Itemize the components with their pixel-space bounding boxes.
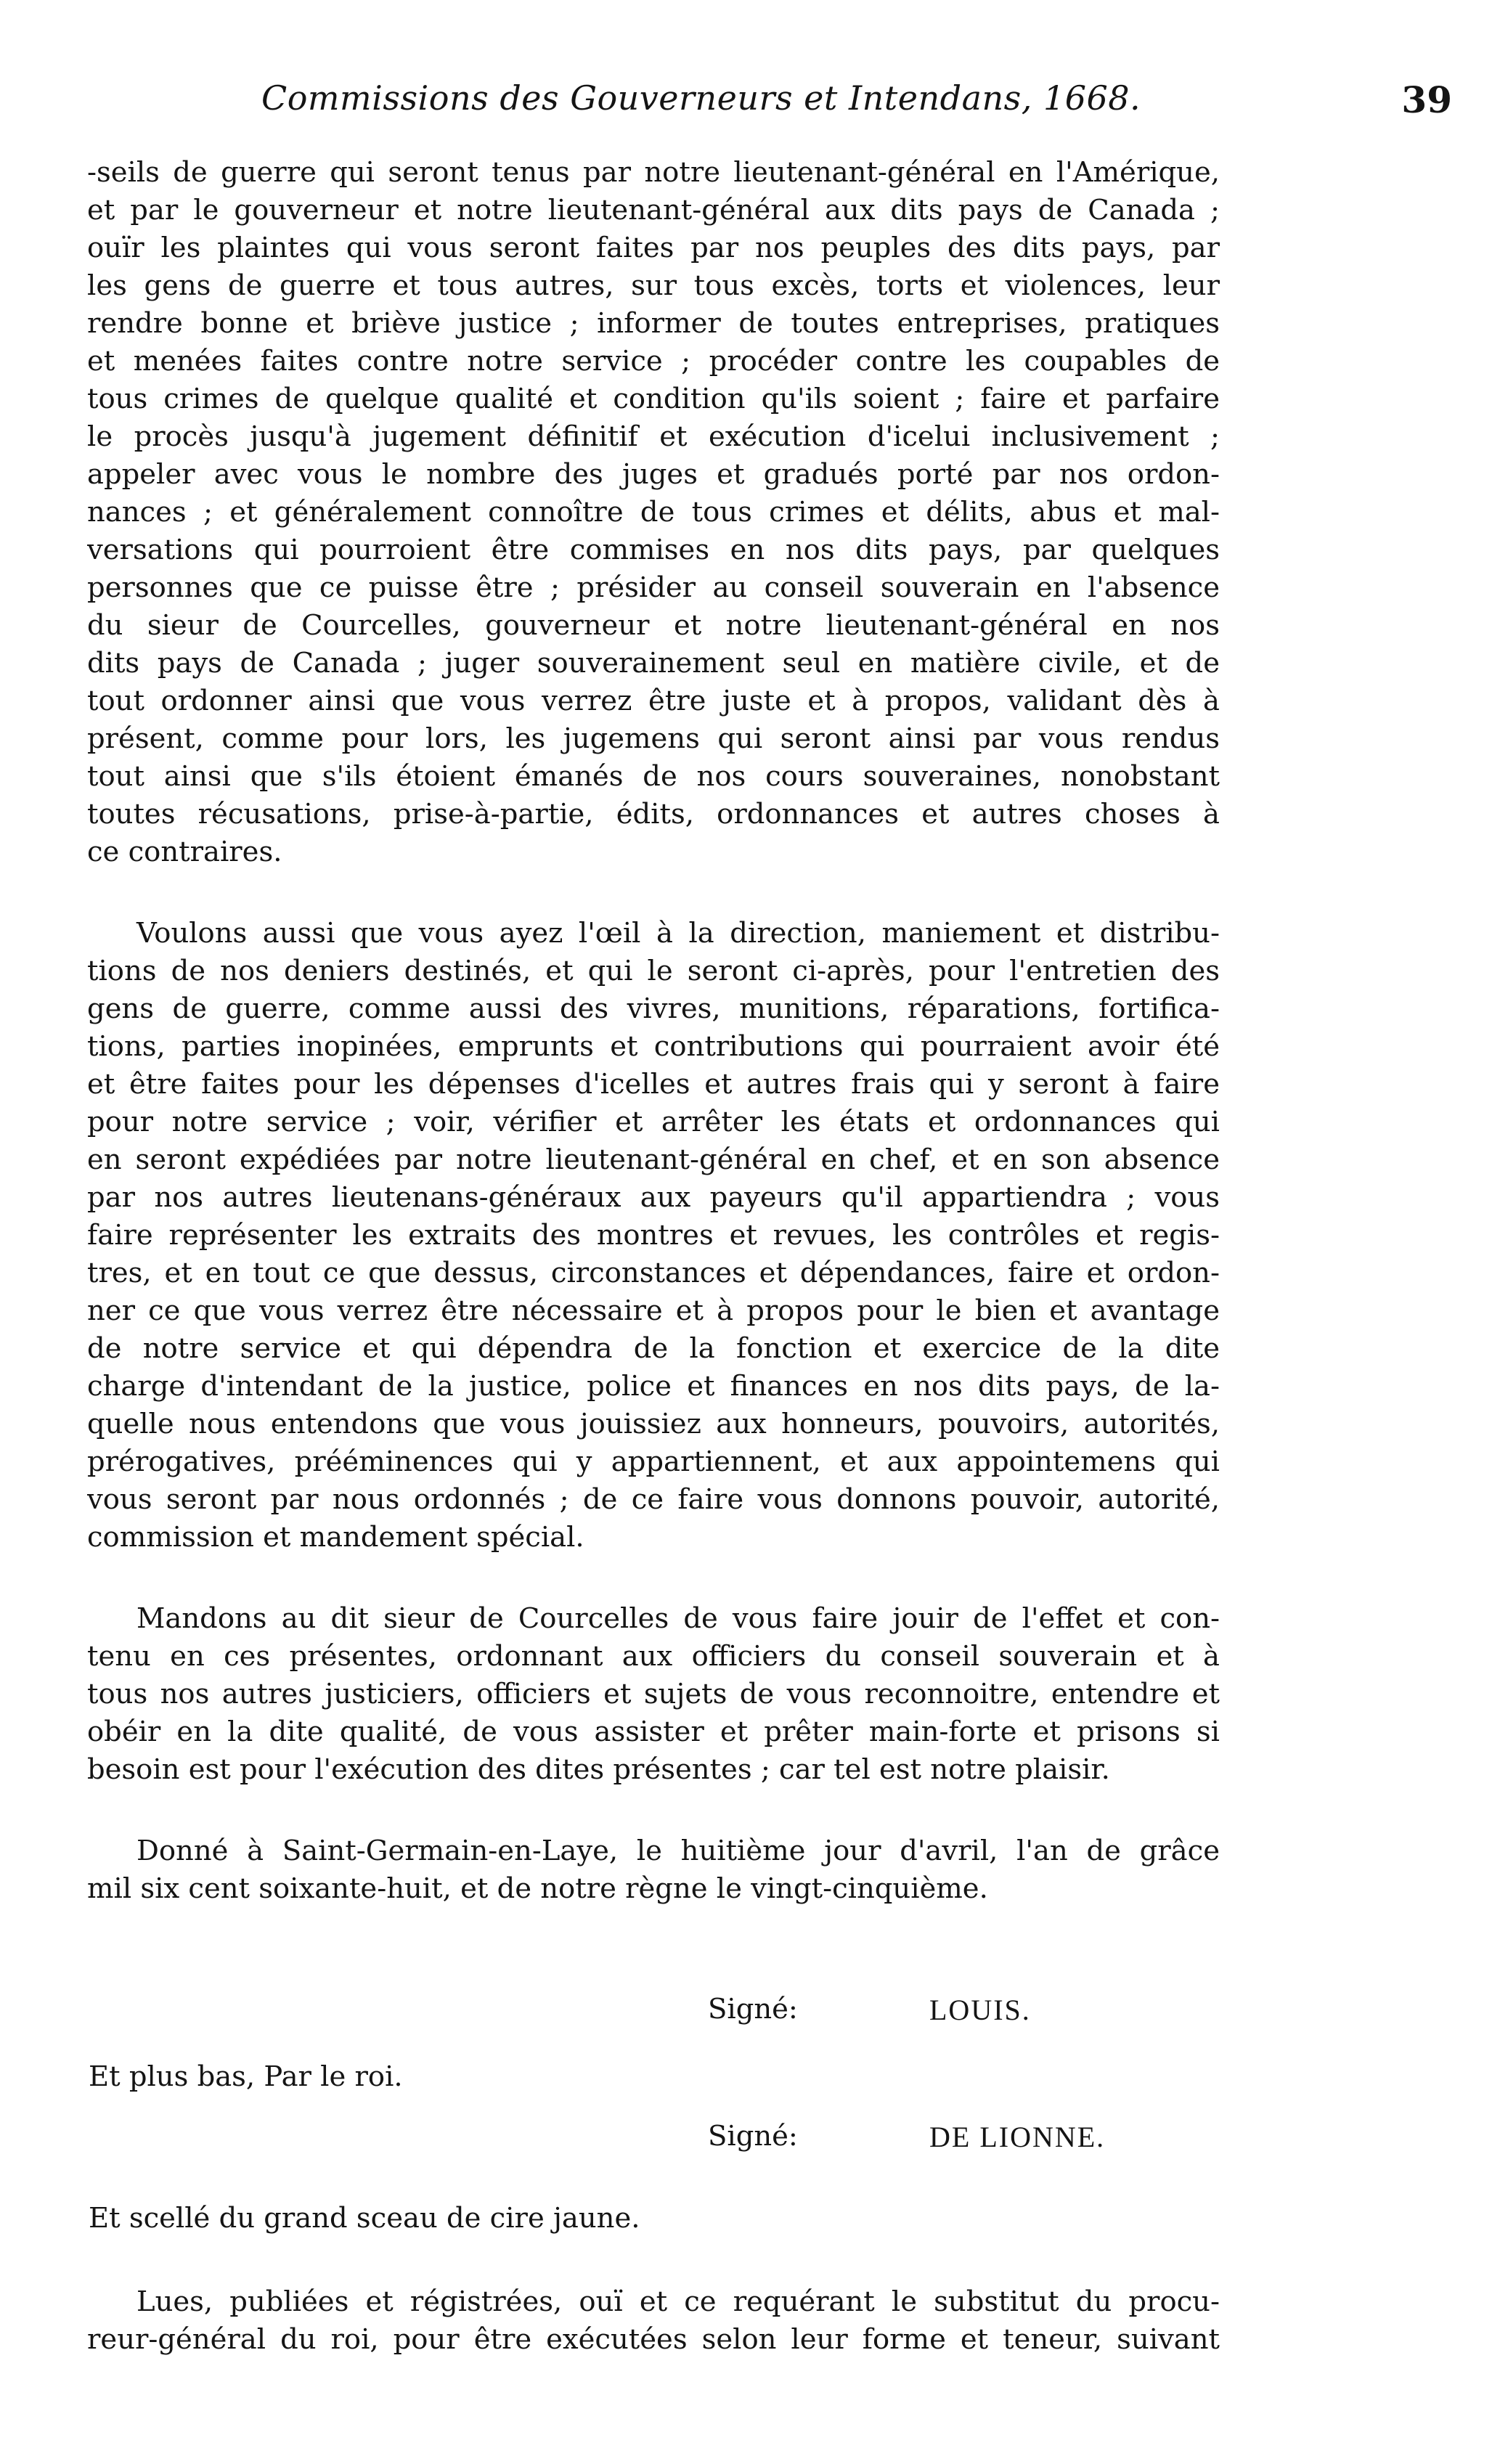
text-line: personnes que ce puisse être ; présider au conseil souverain en l'absence (87, 571, 1220, 604)
page-header (261, 78, 1452, 136)
paragraph-gap (87, 1557, 1220, 1600)
text-line: et menées faites contre notre service ; procéder contre les coupables de (87, 345, 1220, 378)
text-line: faire représenter les extraits des montres et revues, les contrôles et regis- (87, 1219, 1220, 1252)
text-line: ner ce que vous verrez être nécessaire et à propos pour le bien et avantage (87, 1294, 1220, 1327)
seal-line: Et scellé du grand sceau de cire jaune. (89, 2202, 640, 2235)
text-line: -seils de guerre qui seront tenus par notre lieutenant-général en l'Amérique, (87, 156, 1220, 189)
signer-louis: LOUIS. (929, 1994, 1031, 2026)
running-title: Commissions des Gouverneurs et Intendans, 1668. (261, 78, 1141, 118)
text-line: tions, parties inopinées, emprunts et contributions qui pourraient avoir été (87, 1030, 1220, 1063)
text-line: par nos autres lieutenans-généraux aux payeurs qu'il appartiendra ; vous (87, 1181, 1220, 1214)
paragraph-gap (87, 871, 1220, 915)
text-line: du sieur de Courcelles, gouverneur et notre lieutenant-général en nos (87, 609, 1220, 642)
signe-label: Signé: (708, 1993, 798, 2026)
text-line: commission et mandement spécial. (87, 1521, 584, 1554)
text-line: gens de guerre, comme aussi des vivres, munitions, réparations, fortifica- (87, 992, 1220, 1025)
plus-bas-line: Et plus bas, Par le roi. (89, 2060, 403, 2093)
text-line: Mandons au dit sieur de Courcelles de vous faire jouir de l'effet et con- (136, 1602, 1220, 1635)
signer-de-lionne: DE LIONNE. (929, 2121, 1106, 2153)
text-line: quelle nous entendons que vous jouissiez aux honneurs, pouvoirs, autorités, (87, 1408, 1220, 1440)
body-text (87, 154, 1220, 1908)
text-line: versations qui pourroient être commises en nos dits pays, par quelques (87, 534, 1220, 566)
text-line: mil six cent soixante-huit, et de notre règne le vingt-cinquième. (87, 1872, 988, 1905)
text-line: appeler avec vous le nombre des juges et gradués porté par nos ordon- (87, 458, 1220, 491)
paragraph-3 (87, 1600, 1220, 1789)
text-line: Donné à Saint-Germain-en-Laye, le huitième jour d'avril, l'an de grâce (136, 1835, 1220, 1867)
text-line: reur-général du roi, pour être exécutées selon leur forme et teneur, suivant (87, 2323, 1220, 2356)
text-line: présent, comme pour lors, les jugemens qui seront ainsi par vous rendus (87, 722, 1220, 755)
text-line: Lues, publiées et régistrées, ouï et ce requérant le substitut du procu- (136, 2285, 1220, 2318)
paragraph-1 (87, 154, 1220, 871)
paragraph-gap (87, 1789, 1220, 1832)
final-paragraph (87, 2283, 1220, 2359)
text-line: tout ainsi que s'ils étoient émanés de nos cours souveraines, nonobstant (87, 760, 1220, 793)
paragraph-4 (87, 1832, 1220, 1908)
text-line: Voulons aussi que vous ayez l'œil à la direction, maniement et distribu- (136, 917, 1220, 950)
text-line: besoin est pour l'exécution des dites présentes ; car tel est notre plaisir. (87, 1753, 1110, 1786)
text-line: nances ; et généralement connoître de tous crimes et délits, abus et mal- (87, 496, 1220, 529)
text-line: tions de nos deniers destinés, et qui le seront ci-après, pour l'entretien des (87, 955, 1220, 987)
text-line: de notre service et qui dépendra de la fonction et exercice de la dite (87, 1332, 1220, 1365)
text-line: et être faites pour les dépenses d'icelles et autres frais qui y seront à faire (87, 1068, 1220, 1101)
page-number: 39 (1401, 78, 1452, 121)
text-line: le procès jusqu'à jugement définitif et exécution d'icelui inclusivement ; (87, 420, 1220, 453)
text-line: obéir en la dite qualité, de vous assister et prêter main-forte et prisons si (87, 1716, 1220, 1748)
text-line: pour notre service ; voir, vérifier et arrêter les états et ordonnances qui (87, 1106, 1220, 1138)
signe-label: Signé: (708, 2120, 798, 2153)
text-line: charge d'intendant de la justice, police et finances en nos dits pays, de la- (87, 1370, 1220, 1403)
text-line: rendre bonne et briève justice ; informer de toutes entreprises, pratiques (87, 307, 1220, 340)
text-line: prérogatives, prééminences qui y appartiennent, et aux appointemens qui (87, 1445, 1220, 1478)
text-line: tous crimes de quelque qualité et condition qu'ils soient ; faire et parfaire (87, 383, 1220, 415)
text-line: vous seront par nous ordonnés ; de ce faire vous donnons pouvoir, autorité, (87, 1483, 1220, 1516)
text-line: dits pays de Canada ; juger souverainement seul en matière civile, et de (87, 647, 1220, 680)
text-line: ce contraires. (87, 836, 282, 868)
text-line: tres, et en tout ce que dessus, circonstances et dépendances, faire et ordon- (87, 1257, 1220, 1289)
text-line: ouïr les plaintes qui vous seront faites par nos peuples des dits pays, par (87, 232, 1220, 264)
text-line: tous nos autres justiciers, officiers et sujets de vous reconnoitre, entendre et (87, 1678, 1220, 1710)
text-line: et par le gouverneur et notre lieutenant-général aux dits pays de Canada ; (87, 194, 1220, 227)
text-line: toutes récusations, prise-à-partie, édits, ordonnances et autres choses à (87, 798, 1220, 831)
text-line: tout ordonner ainsi que vous verrez être juste et à propos, validant dès à (87, 685, 1220, 717)
paragraph-2 (87, 915, 1220, 1557)
text-line: en seront expédiées par notre lieutenant-général en chef, et en son absence (87, 1143, 1220, 1176)
text-line: les gens de guerre et tous autres, sur tous excès, torts et violences, leur (87, 269, 1220, 302)
text-line: tenu en ces présentes, ordonnant aux officiers du conseil souverain et à (87, 1640, 1220, 1673)
